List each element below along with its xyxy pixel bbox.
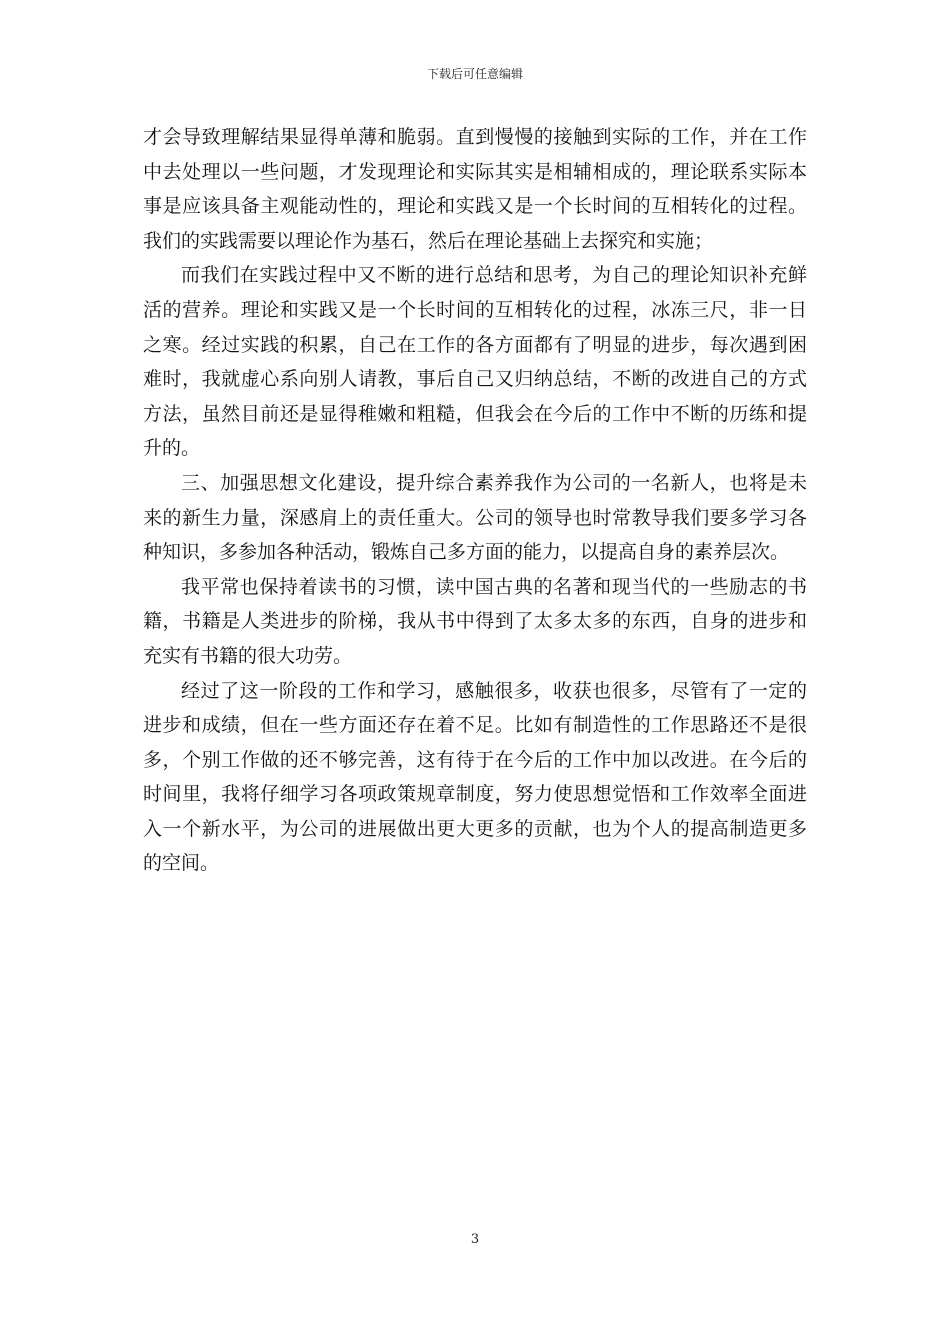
page-number: 3 <box>470 1232 480 1247</box>
paragraph-continuation: 才会导致理解结果显得单薄和脆弱。直到慢慢的接触到实际的工作，并在工作中去处理以一些问题，才发现理论和实际其实是相辅相成的，理论联系实际本事是应该具备主观能动性的，理论和实践又是一个长时间的互相转化的过程。我们的实践需要以理论作为基石，然后在理论基础上去探究和实施； <box>143 126 807 252</box>
paragraph-reading-habit: 我平常也保持着读书的习惯，读中国古典的名著和现当代的一些励志的书籍，书籍是人类进步的阶梯，我从书中得到了太多太多的东西，自身的进步和充实有书籍的很大功劳。 <box>143 575 807 667</box>
paragraph-section-three: 三、加强思想文化建设，提升综合素养我作为公司的一名新人，也将是未来的新生力量，深感肩上的责任重大。公司的领导也时常教导我们要多学习各种知识，多参加各种活动，锻炼自己多方面的能力，以提高自身的素养层次。 <box>143 471 807 564</box>
paragraph-practice-summary: 而我们在实践过程中又不断的进行总结和思考，为自己的理论知识补充鲜活的营养。理论和实践又是一个长时间的互相转化的过程，冰冻三尺，非一日之寒。经过实践的积累，自己在工作的各方面都有了明显的进步，每次遇到困难时，我就虚心系向别人请教，事后自己又归纳总结，不断的改进自己的方式方法，虽然目前还是显得稚嫩和粗糙，但我会在今后的工作中不断的历练和提升的。 <box>143 264 807 460</box>
page-header: 下载后可任意编辑 <box>426 67 523 81</box>
paragraph-conclusion: 经过了这一阶段的工作和学习，感触很多，收获也很多，尽管有了一定的进步和成绩，但在一些方面还存在着不足。比如有制造性的工作思路还不是很多，个别工作做的还不够完善，这有待于在今后的工作中加以改进。在今后的时间里，我将仔细学习各项政策规章制度，努力使思想觉悟和工作效率全面进入一个新水平，为公司的进展做出更大更多的贡献，也为个人的提高制造更多的空间。 <box>143 679 807 875</box>
document-body <box>143 120 807 881</box>
